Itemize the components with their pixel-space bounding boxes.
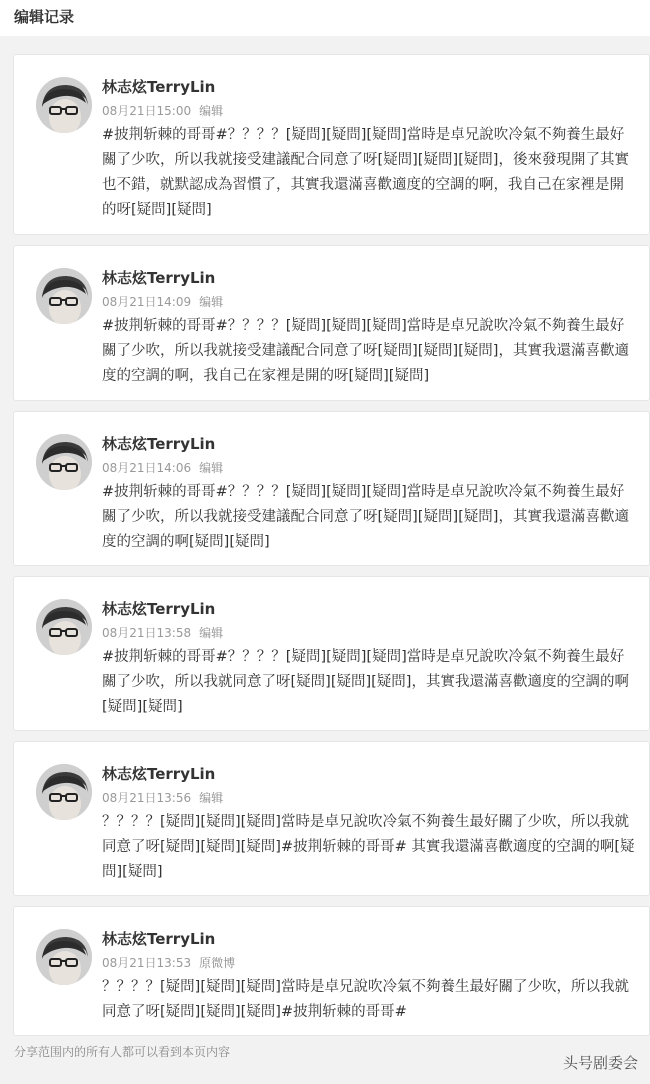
author-name[interactable]: 林志炫TerryLin — [102, 600, 216, 618]
edit-history-list — [0, 36, 650, 1036]
author-name[interactable]: 林志炫TerryLin — [102, 269, 216, 287]
record-meta — [102, 460, 635, 476]
record-text: #披荆斩棘的哥哥#？？？？[疑問][疑問][疑問]當時是卓兄說吹冷氣不夠養生最好關了少吹，所以我就接受建議配合同意了呀[疑問][疑問][疑問]，後來發現開了其實也不錯，就默認成為習慣了，其實我還滿喜歡適度的空調的啊，我自己在家裡是開的呀[疑問][疑問] — [102, 127, 629, 218]
record-meta — [102, 790, 635, 806]
author-name[interactable]: 林志炫TerryLin — [102, 78, 216, 96]
record-time: 08月21日13:56 — [102, 791, 192, 805]
avatar[interactable] — [36, 268, 92, 324]
record-action: 编辑 — [199, 461, 224, 475]
author-name[interactable]: 林志炫TerryLin — [102, 930, 216, 948]
edit-record — [13, 54, 650, 235]
record-meta — [102, 294, 635, 310]
record-action: 编辑 — [199, 791, 224, 805]
edit-record — [13, 576, 650, 731]
author-name[interactable]: 林志炫TerryLin — [102, 435, 216, 453]
record-meta — [102, 103, 635, 119]
edit-record — [13, 906, 650, 1036]
record-meta — [102, 625, 635, 641]
avatar[interactable] — [36, 929, 92, 985]
edit-record — [13, 411, 650, 566]
share-scope-note: 分享范围内的所有人都可以看到本页内容 — [14, 1045, 231, 1059]
record-text: #披荆斩棘的哥哥#？？？？[疑問][疑問][疑問]當時是卓兄說吹冷氣不夠養生最好關了少吹，所以我就同意了呀[疑問][疑問][疑問]，其實我還滿喜歡適度的空調的啊[疑問][疑問] — [102, 649, 629, 715]
author-name[interactable]: 林志炫TerryLin — [102, 765, 216, 783]
page-header — [0, 0, 650, 36]
record-time: 08月21日13:53 — [102, 956, 192, 970]
record-action: 原微博 — [199, 956, 236, 970]
page-title: 编辑记录 — [14, 8, 75, 26]
avatar[interactable] — [36, 764, 92, 820]
record-meta — [102, 955, 635, 971]
record-text: ？？？？[疑問][疑問][疑問]當時是卓兄說吹冷氣不夠養生最好關了少吹，所以我就同意了呀[疑問][疑問][疑問]#披荆斩棘的哥哥# 其實我還滿喜歡適度的空調的啊[疑問][疑問] — [102, 814, 635, 880]
record-time: 08月21日14:06 — [102, 461, 192, 475]
record-text: #披荆斩棘的哥哥#？？？？[疑問][疑問][疑問]當時是卓兄說吹冷氣不夠養生最好關了少吹，所以我就接受建議配合同意了呀[疑問][疑問][疑問]，其實我還滿喜歡適度的空調的啊[疑問][疑問] — [102, 484, 629, 550]
record-time: 08月21日14:09 — [102, 295, 192, 309]
record-time: 08月21日13:58 — [102, 626, 192, 640]
record-action: 编辑 — [199, 295, 224, 309]
avatar[interactable] — [36, 434, 92, 490]
avatar[interactable] — [36, 599, 92, 655]
record-time: 08月21日15:00 — [102, 104, 192, 118]
edit-record — [13, 741, 650, 896]
record-text: ？？？？[疑問][疑問][疑問]當時是卓兄說吹冷氣不夠養生最好關了少吹，所以我就同意了呀[疑問][疑問][疑問]#披荆斩棘的哥哥# — [102, 979, 629, 1020]
avatar[interactable] — [36, 77, 92, 133]
record-text: #披荆斩棘的哥哥#？？？？[疑問][疑問][疑問]當時是卓兄說吹冷氣不夠養生最好關了少吹，所以我就接受建議配合同意了呀[疑問][疑問][疑問]，其實我還滿喜歡適度的空調的啊，我自己在家裡是開的呀[疑問][疑問] — [102, 318, 629, 384]
record-action: 编辑 — [199, 626, 224, 640]
edit-record — [13, 245, 650, 401]
watermark: 头号剧委会 — [562, 1054, 638, 1072]
record-action: 编辑 — [199, 104, 224, 118]
